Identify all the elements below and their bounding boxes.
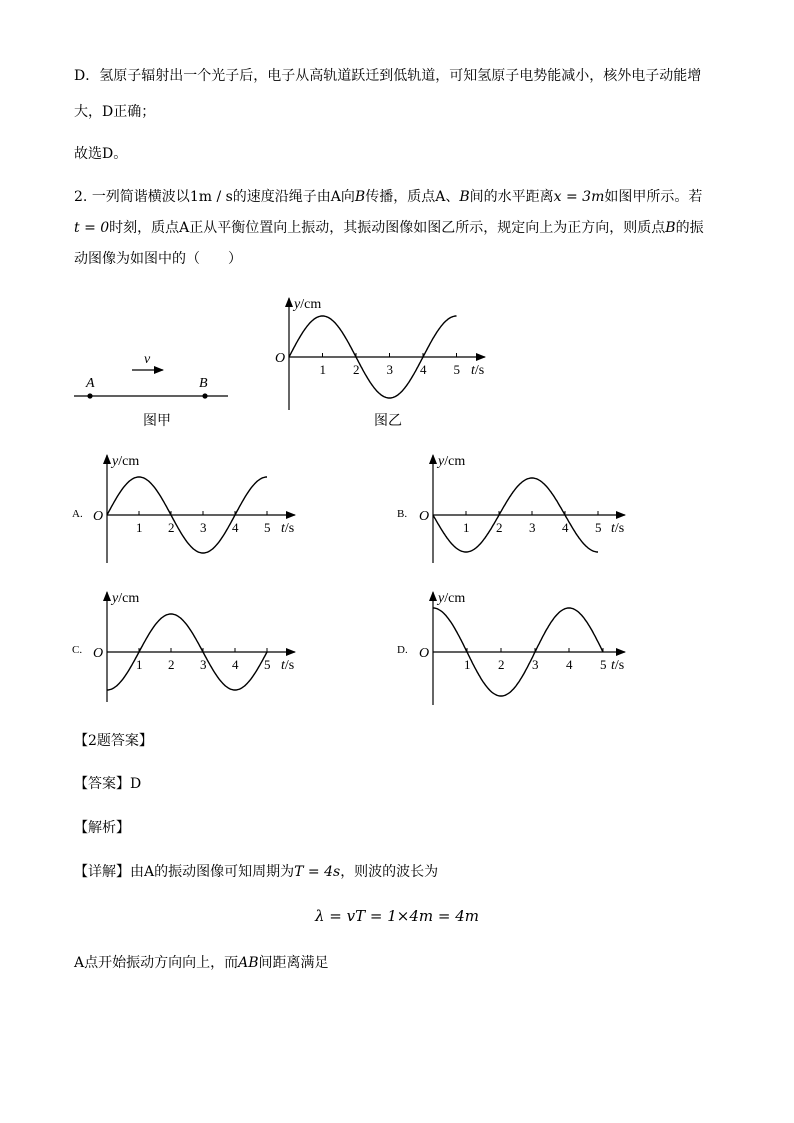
x-axis-label: t/s	[281, 658, 295, 673]
tick-label: 2	[168, 657, 175, 672]
tick-label: 1	[319, 362, 326, 377]
x-axis-label: t/s	[471, 363, 485, 378]
tick-label: 3	[386, 362, 393, 377]
x-axis-label: t/s	[611, 521, 625, 536]
option-a-graph	[93, 454, 295, 563]
last-line: A点开始振动方向向上，而AB间距离满足	[74, 955, 329, 971]
origin-label: O	[275, 351, 286, 366]
question-line-2: t = 0时刻，质点A正从平衡位置向上振动，其振动图像如图乙所示，规定向上为正方向，则质点B的振	[74, 220, 704, 236]
prev-solution-line-2: 大，D正确；	[74, 104, 156, 120]
tick-label: 4	[232, 520, 239, 535]
tick-label: 4	[566, 657, 573, 672]
tick-label: 2	[353, 362, 360, 377]
figure-jia	[74, 352, 228, 429]
tick-label: 2	[168, 520, 175, 535]
tick-label: 3	[529, 520, 536, 535]
tick-label: 4	[562, 520, 569, 535]
answer-header: 【2题答案】	[74, 733, 153, 749]
origin-label: O	[93, 509, 104, 524]
figure-jia-caption: 图甲	[143, 414, 171, 429]
origin-label: O	[419, 509, 430, 524]
y-axis-label: y/cm	[112, 454, 140, 469]
point-b-dot	[202, 393, 207, 398]
tick-label: 4	[232, 657, 239, 672]
tick-label: 5	[600, 657, 607, 672]
point-b-label: B	[199, 376, 208, 391]
tick-label: 3	[200, 657, 207, 672]
tick-label: 1	[463, 520, 470, 535]
y-axis-label: y/cm	[438, 591, 466, 606]
wavelength-formula: λ = vT = 1×4m = 4m	[315, 907, 479, 925]
origin-label: O	[419, 646, 430, 661]
tick-label: 5	[453, 362, 460, 377]
prev-solution-line-1: D．氢原子辐射出一个光子后，电子从高轨道跃迁到低轨道，可知氢原子电势能减小，核外电子动能增	[74, 68, 702, 84]
tick-label: 2	[498, 657, 505, 672]
detail-line: 【详解】由A的振动图像可知周期为T = 4s，则波的波长为	[74, 864, 439, 880]
tick-label: 4	[420, 362, 427, 377]
answer-value: D	[130, 776, 142, 792]
tick-label: 5	[595, 520, 602, 535]
origin-label: O	[93, 646, 104, 661]
option-d-label[interactable]: D.	[397, 644, 408, 656]
option-c-label[interactable]: C.	[72, 644, 83, 656]
velocity-label: v	[144, 352, 151, 367]
option-b-label[interactable]: B.	[397, 508, 408, 520]
figure-yi-caption: 图乙	[374, 414, 402, 429]
prev-solution-conclusion: 故选D。	[74, 146, 128, 162]
point-a-dot	[87, 393, 92, 398]
option-a-label[interactable]: A.	[72, 508, 83, 520]
tick-label: 1	[464, 657, 471, 672]
x-axis-label: t/s	[281, 521, 295, 536]
x-axis-label: t/s	[611, 658, 625, 673]
figure-yi	[275, 297, 485, 410]
question-line-3: 动图像为如图中的（ ）	[74, 251, 242, 267]
option-d-graph	[419, 591, 625, 705]
tick-label: 2	[496, 520, 503, 535]
question-number: 2.	[74, 189, 88, 205]
option-b-graph	[419, 454, 625, 563]
tick-label: 1	[136, 520, 143, 535]
tick-label: 3	[532, 657, 539, 672]
y-axis-label: y/cm	[294, 297, 322, 312]
answer-line: 【答案】D	[74, 776, 142, 792]
tick-label: 5	[264, 657, 271, 672]
y-axis-label: y/cm	[112, 591, 140, 606]
tick-label: 3	[200, 520, 207, 535]
option-c-graph	[93, 591, 295, 702]
tick-label: 5	[264, 520, 271, 535]
point-a-label: A	[86, 376, 95, 391]
analysis-header: 【解析】	[74, 820, 130, 836]
y-axis-label: y/cm	[438, 454, 466, 469]
question-line-1: 2. 一列简谐横波以1m / s的速度沿绳子由A向B传播，质点A、B间的水平距离x = 3m如图甲所示。若	[74, 189, 703, 205]
tick-label: 1	[136, 657, 143, 672]
